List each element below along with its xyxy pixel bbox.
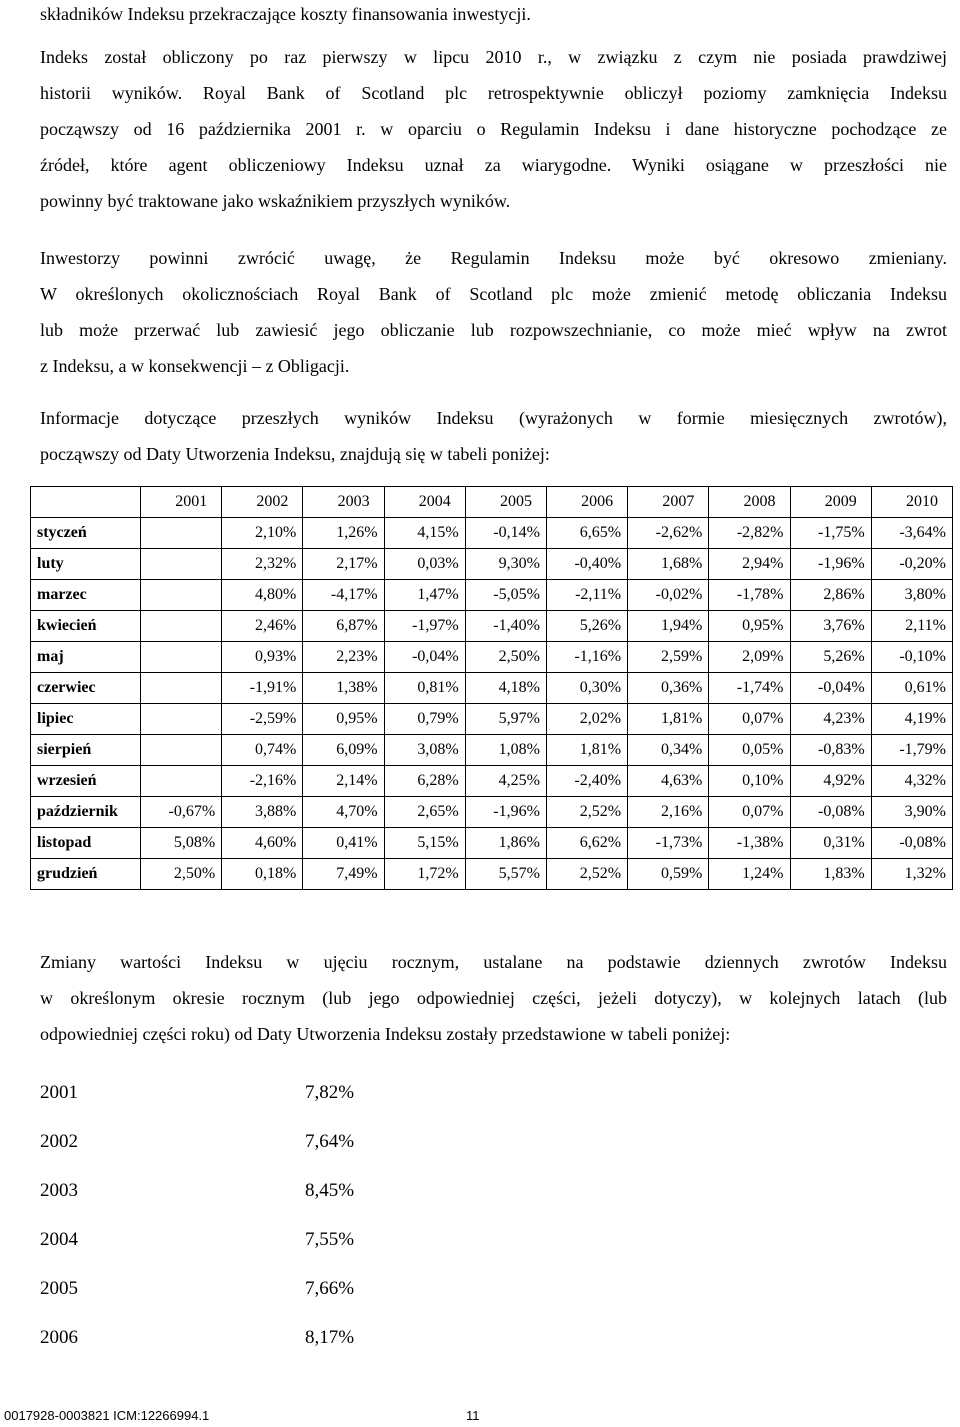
return-cell: -2,16% — [222, 766, 303, 797]
paragraph-line: powinny być traktowane jako wskaźnikiem przyszłych wyników. — [40, 191, 511, 211]
return-cell: -0,14% — [465, 518, 546, 549]
return-cell: -1,97% — [384, 611, 465, 642]
paragraph-line: odpowiedniej części roku) od Daty Utworzenia Indeksu zostały przedstawione w tabeli poniżej: — [40, 1024, 731, 1044]
return-cell — [141, 549, 222, 580]
return-cell: 0,03% — [384, 549, 465, 580]
return-cell: -0,04% — [790, 673, 871, 704]
return-cell: 4,32% — [871, 766, 952, 797]
return-cell: 0,34% — [628, 735, 709, 766]
return-cell: 4,23% — [790, 704, 871, 735]
month-label: maj — [31, 642, 141, 673]
return-cell: 4,19% — [871, 704, 952, 735]
return-cell: 6,65% — [546, 518, 627, 549]
paragraph-line: źródeł, które agent obliczeniowy Indeksu uznał za wiarygodne. Wyniki osiągane w przeszłości nie — [40, 155, 947, 175]
return-cell: 2,11% — [871, 611, 952, 642]
year-header-cell: 2009 — [790, 487, 871, 518]
return-cell: 0,10% — [709, 766, 790, 797]
return-cell: 0,30% — [546, 673, 627, 704]
return-cell: 0,41% — [303, 828, 384, 859]
return-cell: 3,76% — [790, 611, 871, 642]
return-cell: 0,31% — [790, 828, 871, 859]
paragraph-line: W określonych okolicznościach Royal Bank of Scotland plc może zmienić metodę obliczania Indeksu — [40, 284, 947, 304]
month-label: marzec — [31, 580, 141, 611]
return-cell: 1,81% — [628, 704, 709, 735]
return-cell: 2,02% — [546, 704, 627, 735]
return-cell: -1,38% — [709, 828, 790, 859]
return-cell: 6,87% — [303, 611, 384, 642]
return-cell: 2,59% — [628, 642, 709, 673]
paragraph-line: Indeks został obliczony po raz pierwszy w lipcu 2010 r., w związku z czym nie posiada prawdziwej — [40, 47, 947, 67]
return-cell: 5,97% — [465, 704, 546, 735]
return-cell: -0,08% — [790, 797, 871, 828]
paragraph-line: składników Indeksu przekraczające koszty finansowania inwestycji. — [40, 4, 531, 24]
return-cell: -1,40% — [465, 611, 546, 642]
return-cell: 2,32% — [222, 549, 303, 580]
year-header-cell: 2005 — [465, 487, 546, 518]
return-cell: 0,95% — [709, 611, 790, 642]
year-header-cell: 2001 — [141, 487, 222, 518]
table-row — [31, 642, 953, 673]
annual-row — [40, 1117, 354, 1166]
month-label: styczeń — [31, 518, 141, 549]
annual-returns-list — [40, 1068, 354, 1362]
return-cell: 2,14% — [303, 766, 384, 797]
return-cell: 3,80% — [871, 580, 952, 611]
month-label: kwiecień — [31, 611, 141, 642]
return-cell: 1,68% — [628, 549, 709, 580]
paragraph-line: Zmiany wartości Indeksu w ujęciu rocznym, ustalane na podstawie dziennych zwrotów Indeksu — [40, 952, 947, 972]
table-row — [31, 766, 953, 797]
return-cell: 0,07% — [709, 797, 790, 828]
paragraph-line: Inwestorzy powinni zwrócić uwagę, że Regulamin Indeksu może być okresowo zmieniany. — [40, 248, 947, 268]
return-cell — [141, 735, 222, 766]
month-label: listopad — [31, 828, 141, 859]
return-cell: -4,17% — [303, 580, 384, 611]
month-label: wrzesień — [31, 766, 141, 797]
table-row — [31, 735, 953, 766]
annual-row — [40, 1215, 354, 1264]
return-cell: 2,16% — [628, 797, 709, 828]
return-cell: 0,93% — [222, 642, 303, 673]
return-cell: 7,49% — [303, 859, 384, 890]
paragraph-line: w określonym okresie rocznym (lub jego odpowiedniej części, jeżeli dotyczy), w kolejnych latach (lub — [40, 988, 947, 1008]
return-cell: 1,86% — [465, 828, 546, 859]
return-cell: 4,92% — [790, 766, 871, 797]
year-header-cell: 2004 — [384, 487, 465, 518]
return-cell: 0,95% — [303, 704, 384, 735]
table-row — [31, 704, 953, 735]
year-header-cell: 2007 — [628, 487, 709, 518]
paragraph-regulations — [40, 240, 947, 384]
return-cell: 4,60% — [222, 828, 303, 859]
month-label: czerwiec — [31, 673, 141, 704]
return-cell: 5,26% — [790, 642, 871, 673]
annual-year: 2003 — [40, 1179, 78, 1201]
table-row — [31, 859, 953, 890]
return-cell: 2,09% — [709, 642, 790, 673]
page-number: 11 — [466, 1408, 480, 1423]
table-header-row — [31, 487, 953, 518]
return-cell: -2,40% — [546, 766, 627, 797]
return-cell: -5,05% — [465, 580, 546, 611]
return-cell: 2,10% — [222, 518, 303, 549]
year-header-cell: 2002 — [222, 487, 303, 518]
paragraph-line: począwszy od 16 października 2001 r. w oparciu o Regulamin Indeksu i dane historyczne pochodzące ze — [40, 119, 947, 139]
return-cell: -1,96% — [790, 549, 871, 580]
month-label: październik — [31, 797, 141, 828]
return-cell: 0,61% — [871, 673, 952, 704]
return-cell: 4,70% — [303, 797, 384, 828]
annual-value: 7,82% — [305, 1081, 355, 1103]
table-row — [31, 673, 953, 704]
return-cell: -1,79% — [871, 735, 952, 766]
annual-year: 2005 — [40, 1277, 78, 1299]
return-cell: -1,96% — [465, 797, 546, 828]
paragraph-table-intro — [40, 400, 947, 472]
return-cell: -0,04% — [384, 642, 465, 673]
table-row — [31, 518, 953, 549]
monthly-returns-table — [30, 486, 953, 890]
return-cell: 1,38% — [303, 673, 384, 704]
return-cell: -1,78% — [709, 580, 790, 611]
return-cell: 2,46% — [222, 611, 303, 642]
return-cell: 0,81% — [384, 673, 465, 704]
return-cell: 6,62% — [546, 828, 627, 859]
return-cell: 1,94% — [628, 611, 709, 642]
return-cell: 4,25% — [465, 766, 546, 797]
table-row — [31, 549, 953, 580]
return-cell: 2,23% — [303, 642, 384, 673]
paragraph-intro — [40, 0, 947, 32]
return-cell: -0,40% — [546, 549, 627, 580]
return-cell: -2,11% — [546, 580, 627, 611]
annual-value: 7,55% — [305, 1228, 355, 1250]
return-cell — [141, 704, 222, 735]
paragraph-line: Informacje dotyczące przeszłych wyników Indeksu (wyrażonych w formie miesięcznych zwrotów), — [40, 408, 947, 428]
return-cell — [141, 642, 222, 673]
return-cell: 0,36% — [628, 673, 709, 704]
return-cell: 5,26% — [546, 611, 627, 642]
paragraph-history — [40, 39, 947, 219]
annual-row — [40, 1166, 354, 1215]
return-cell: 0,18% — [222, 859, 303, 890]
return-cell: -1,75% — [790, 518, 871, 549]
return-cell: 1,83% — [790, 859, 871, 890]
return-cell — [141, 673, 222, 704]
annual-year: 2006 — [40, 1326, 78, 1348]
return-cell: -1,16% — [546, 642, 627, 673]
return-cell: 3,90% — [871, 797, 952, 828]
annual-value: 7,64% — [305, 1130, 355, 1152]
table-row — [31, 797, 953, 828]
return-cell: 6,09% — [303, 735, 384, 766]
return-cell: 2,65% — [384, 797, 465, 828]
return-cell: -0,83% — [790, 735, 871, 766]
return-cell: 4,15% — [384, 518, 465, 549]
return-cell: -2,82% — [709, 518, 790, 549]
return-cell: 1,47% — [384, 580, 465, 611]
paragraph-annual-intro — [40, 944, 947, 1052]
return-cell: 1,24% — [709, 859, 790, 890]
annual-row — [40, 1264, 354, 1313]
return-cell — [141, 580, 222, 611]
return-cell — [141, 766, 222, 797]
return-cell: -0,20% — [871, 549, 952, 580]
return-cell: 0,05% — [709, 735, 790, 766]
return-cell: 4,63% — [628, 766, 709, 797]
year-header-cell: 2006 — [546, 487, 627, 518]
table-row — [31, 580, 953, 611]
return-cell: 5,57% — [465, 859, 546, 890]
return-cell: 4,18% — [465, 673, 546, 704]
return-cell: 5,08% — [141, 828, 222, 859]
return-cell: -0,08% — [871, 828, 952, 859]
return-cell: 2,17% — [303, 549, 384, 580]
return-cell: 1,26% — [303, 518, 384, 549]
annual-row — [40, 1313, 354, 1362]
return-cell: 2,86% — [790, 580, 871, 611]
annual-row — [40, 1068, 354, 1117]
paragraph-line: lub może przerwać lub zawiesić jego obliczanie lub rozpowszechnianie, co może mieć wpływ na zwrot — [40, 320, 947, 340]
return-cell: 1,32% — [871, 859, 952, 890]
annual-year: 2002 — [40, 1130, 78, 1152]
return-cell: 2,52% — [546, 797, 627, 828]
return-cell: -1,74% — [709, 673, 790, 704]
annual-year: 2004 — [40, 1228, 78, 1250]
return-cell: 0,74% — [222, 735, 303, 766]
return-cell: 5,15% — [384, 828, 465, 859]
return-cell: -2,62% — [628, 518, 709, 549]
annual-value: 7,66% — [305, 1277, 355, 1299]
return-cell: 2,94% — [709, 549, 790, 580]
return-cell: -0,10% — [871, 642, 952, 673]
return-cell: 0,79% — [384, 704, 465, 735]
return-cell: 2,52% — [546, 859, 627, 890]
annual-value: 8,45% — [305, 1179, 355, 1201]
return-cell: 2,50% — [141, 859, 222, 890]
month-label: lipiec — [31, 704, 141, 735]
return-cell: 0,07% — [709, 704, 790, 735]
year-header-cell: 2010 — [871, 487, 952, 518]
return-cell: -3,64% — [871, 518, 952, 549]
month-label: luty — [31, 549, 141, 580]
table-row — [31, 611, 953, 642]
paragraph-line: począwszy od Daty Utworzenia Indeksu, znajdują się w tabeli poniżej: — [40, 444, 550, 464]
return-cell: 1,08% — [465, 735, 546, 766]
return-cell: -1,91% — [222, 673, 303, 704]
return-cell — [141, 611, 222, 642]
month-label: sierpień — [31, 735, 141, 766]
paragraph-line: historii wyników. Royal Bank of Scotland plc retrospektywnie obliczył poziomy zamknięcia Indeksu — [40, 83, 947, 103]
return-cell: -0,67% — [141, 797, 222, 828]
document-id: 0017928-0003821 ICM:12266994.1 — [4, 1408, 210, 1423]
return-cell: 0,59% — [628, 859, 709, 890]
return-cell: 6,28% — [384, 766, 465, 797]
return-cell: 3,08% — [384, 735, 465, 766]
return-cell: -2,59% — [222, 704, 303, 735]
year-header-cell: 2008 — [709, 487, 790, 518]
paragraph-line: z Indeksu, a w konsekwencji – z Obligacji. — [40, 356, 350, 376]
annual-value: 8,17% — [305, 1326, 355, 1348]
return-cell: 2,50% — [465, 642, 546, 673]
return-cell — [141, 518, 222, 549]
month-label: grudzień — [31, 859, 141, 890]
month-column-header — [31, 487, 141, 518]
return-cell: 3,88% — [222, 797, 303, 828]
table-row — [31, 828, 953, 859]
return-cell: -1,73% — [628, 828, 709, 859]
year-header-cell: 2003 — [303, 487, 384, 518]
return-cell: 1,81% — [546, 735, 627, 766]
return-cell: -0,02% — [628, 580, 709, 611]
return-cell: 1,72% — [384, 859, 465, 890]
return-cell: 4,80% — [222, 580, 303, 611]
annual-year: 2001 — [40, 1081, 78, 1103]
return-cell: 9,30% — [465, 549, 546, 580]
